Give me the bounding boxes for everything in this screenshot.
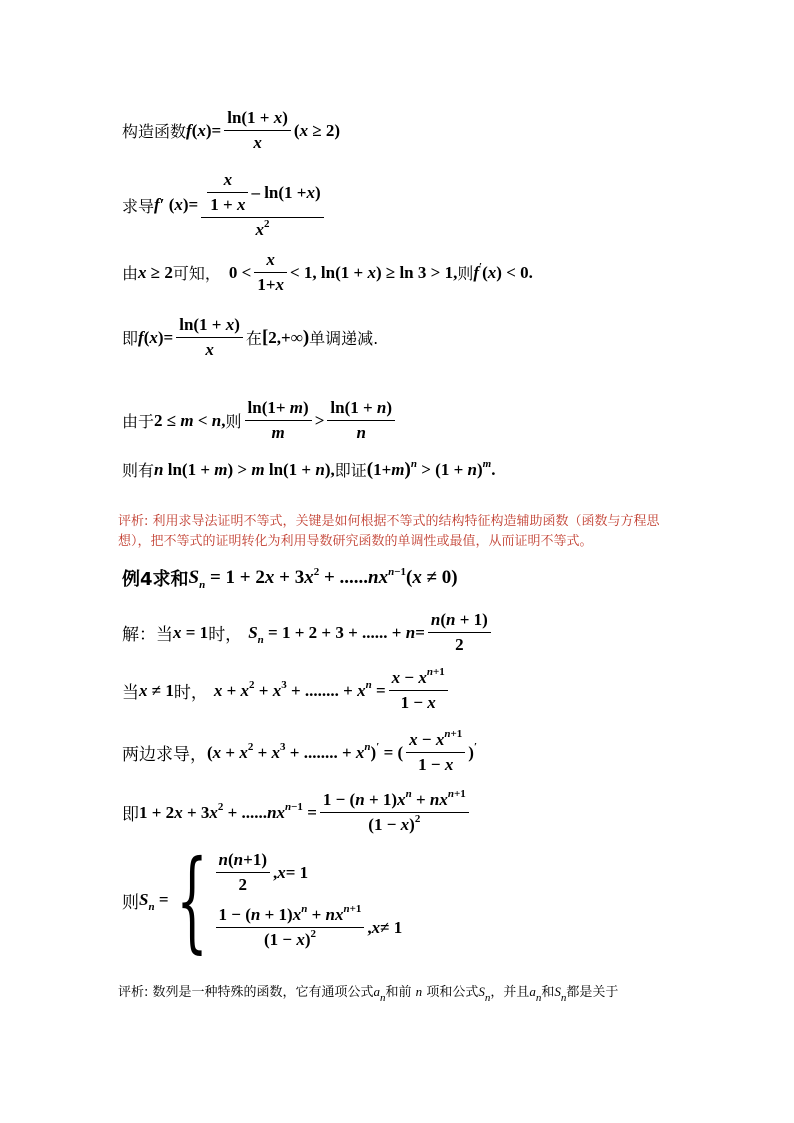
monotonic-line: 即 f(x)= $\frac{\ln(1 + x)}{x}$ 在 [2,+∞) 单调递减. <box>122 315 379 359</box>
construct-label: 构造函数 <box>122 122 187 141</box>
domain-condition: (x ≥ 2) <box>293 120 341 140</box>
conclusion-line: 则有 n ln(1 + m) > m ln(1 + n), 即证 $(1+m)^n > (1 + n)^m$. <box>122 457 496 480</box>
example-4-title: 例4求和 $S_n = 1 + 2x + 3x^2 + ......nx^{n-1}(x \ne 0)$ <box>122 566 458 591</box>
comment-analysis-2: 评析: 数列是一种特殊的函数，它有通项公式$a_n$和前 n 项和公式$S_n$，并且$a_n$和$S_n$都是关于 <box>118 984 619 1004</box>
reasoning-line: 由 x ≥ 2 可知， 0 < $\frac{x}{1+x}$ < 1, ln(1 + x) ≥ ln 3 > 1, 则 f′(x) < 0. <box>122 250 533 294</box>
ln-over-x-fraction: $\frac{\ln(1 + x)}{x}$ <box>224 108 291 153</box>
differentiate-both-sides: 两边求导， ($x + x^2 + x^3$ + ........ + $x^n)'$ = ( $\frac{x - x^{n+1}}{1 - x}$ )′ <box>122 728 478 774</box>
reason-label: 由 <box>122 264 139 283</box>
left-brace: { <box>175 835 208 964</box>
piecewise-result: 则 $S_n$ = { $\frac{n(n+1)}{2}$ , x = 1 $\frac{1 - (n + 1)x^n + nx^{n+1}}{(1 - x)^2}$ , x ≠ 1 <box>122 835 403 964</box>
derivative-line <box>122 170 327 240</box>
comment-analysis-1: 评析: 利用求导法证明不等式，关键是如何根据不等式的结构特征构造辅助函数（函数与方程思想），把不等式的证明转化为利用导数研究函数的单调性或最值，从而证明不等式。 <box>118 514 660 549</box>
case-x-neq-1: 当 x ≠ 1 时， $x + x^2 + x^3$ + ........ + $x^n$ = $\frac{x - x^{n+1}}{1 - x}$ <box>122 668 451 713</box>
x-over-1px-fraction: $\frac{x}{1+x}$ <box>254 250 287 295</box>
f-def-formula: f(x)= <box>186 120 222 140</box>
construct-function-line <box>122 108 340 153</box>
f-prime: f′ (x)= <box>154 195 199 214</box>
derivative-fraction: $\frac{x}{1 + x}$ – ln(1 + x ) $x^2$ <box>201 170 323 240</box>
derivative-label: 求导 <box>122 196 155 216</box>
solution-case-x-eq-1: 解：当 x = 1 时， $S_n = 1 + 2 + 3$ + ...... + n= $\frac{n(n + 1)}{2}$ <box>122 610 494 655</box>
comparison-line: 由于 2 ≤ m < n, 则 $\frac{\ln(1+ m)}{m}$ > $\frac{\ln(1 + n)}{n}$ <box>122 398 398 443</box>
derivative-result: 即 $1 + 2x + 3x^2 + ......nx^{n-1}$ = $\frac{1 - (n + 1)x^n + nx^{n+1}}{(1 - x)^2}$ <box>122 790 472 835</box>
